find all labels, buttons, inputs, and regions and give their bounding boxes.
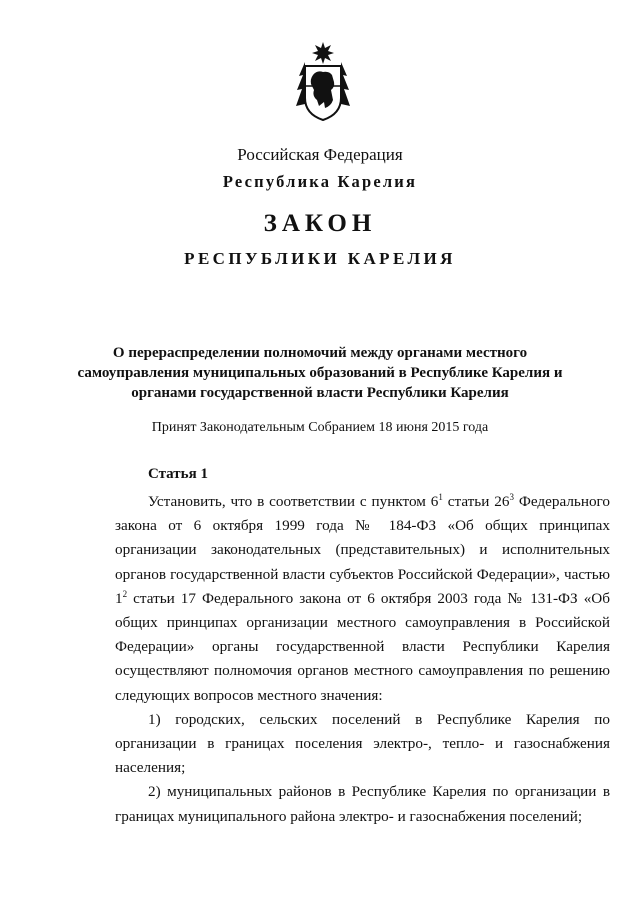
fir-tree-right (341, 62, 350, 106)
federation-label: Российская Федерация (237, 145, 403, 164)
law-title (0, 343, 640, 403)
fir-tree-left (296, 62, 305, 106)
law-title-line: О перераспределении полномочий между органами местного (112, 345, 528, 361)
article-heading: Статья 1 (148, 466, 208, 482)
law-title-line: самоуправления муниципальных образований в Республике Карелия и (77, 365, 563, 381)
article-body (115, 490, 610, 829)
article-item-1: 1) городских, сельских поселений в Республике Карелия по организации в границах поселения электро-, тепло- и газоснабжения населения; (115, 710, 610, 777)
star-icon (312, 42, 334, 64)
law-heading: ЗАКОН (263, 210, 377, 237)
law-title-line: органами государственной власти Республики Карелия (131, 385, 509, 401)
adoption-date: Принят Законодательным Собранием 18 июня 2015 года (151, 420, 489, 435)
coat-of-arms-emblem (295, 40, 351, 124)
republic-label: Республика Карелия (222, 172, 418, 191)
article-paragraph: Установить, что в соответствии с пунктом $6^1$ статьи $26^3$ Федерального закона от 6 октября 1999 года № 184-ФЗ «Об общих принципах организации законодательных (представительных) и исполнительных органов государственной власти субъектов Российской Федерации», частью $1^2$ статьи 17 Федерального закона от 6 октября 2003 года № 131-ФЗ «Об общих принципах организации местного самоуправления в Российской Федерации» органы государственной власти Республики Карелия осуществляют полномочия органов местного самоуправления по решению следующих вопросов местного значения: (115, 492, 610, 704)
article-item-2: 2) муниципальных районов в Республике Карелия по организации в границах муниципального района электро- и газоснабжения поселений; (115, 783, 610, 825)
law-subheading: РЕСПУБЛИКИ КАРЕЛИЯ (184, 249, 456, 268)
